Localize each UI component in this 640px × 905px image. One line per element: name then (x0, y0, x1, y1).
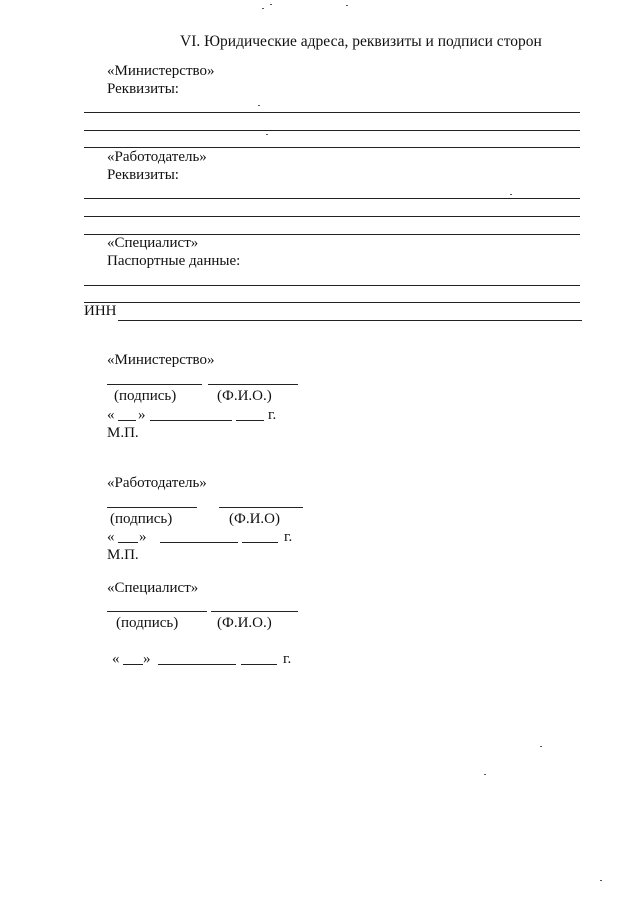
ministry-signature-party: «Министерство» (107, 352, 215, 368)
ministry-name-caption: (Ф.И.О.) (217, 388, 272, 404)
inn-line (118, 320, 582, 321)
ministry-party-label: «Министерство» (107, 63, 215, 79)
employer-name-line (219, 507, 303, 508)
employer-party-label: «Работодатель» (107, 149, 207, 165)
employer-requisites-line-2 (84, 216, 580, 217)
ministry-date-close: » (138, 407, 146, 423)
ministry-year-suffix: г. (268, 407, 277, 423)
specialist-signature-caption: (подпись) (116, 615, 179, 631)
employer-requisites-label: Реквизиты: (107, 167, 179, 183)
employer-date-month-line (160, 542, 238, 543)
employer-signature-line (107, 507, 197, 508)
ministry-signature-line (107, 384, 202, 385)
ministry-date-year-line (236, 420, 264, 421)
scan-speck (262, 8, 264, 9)
scan-speck (270, 4, 272, 5)
employer-date-open: « (107, 529, 115, 545)
scan-speck (540, 746, 542, 747)
specialist-passport-line-2 (84, 302, 580, 303)
employer-year-suffix: г. (284, 529, 293, 545)
scan-speck (258, 105, 260, 106)
specialist-name-line (211, 611, 298, 612)
scan-speck (510, 194, 512, 195)
employer-requisites-line-1 (84, 198, 580, 199)
employer-signature-party: «Работодатель» (107, 475, 207, 491)
employer-date-day-line (118, 542, 138, 543)
ministry-date-open: « (107, 407, 115, 423)
employer-date-close: » (139, 529, 147, 545)
scan-speck (484, 774, 486, 775)
specialist-date-open: « (112, 651, 120, 667)
inn-label: ИНН (84, 303, 117, 319)
specialist-date-day-line (123, 664, 143, 665)
ministry-name-line (208, 384, 298, 385)
employer-name-caption: (Ф.И.О) (229, 511, 281, 527)
scan-speck (266, 134, 268, 135)
specialist-passport-label: Паспортные данные: (107, 253, 241, 269)
specialist-name-caption: (Ф.И.О.) (217, 615, 272, 631)
ministry-requisites-line-1 (84, 112, 580, 113)
specialist-signature-party: «Специалист» (107, 580, 199, 596)
ministry-signature-caption: (подпись) (114, 388, 177, 404)
ministry-date-day-line (118, 420, 136, 421)
specialist-signature-line (107, 611, 207, 612)
ministry-date-month-line (150, 420, 232, 421)
ministry-stamp-label: М.П. (107, 425, 139, 441)
specialist-date-month-line (158, 664, 236, 665)
employer-stamp-label: М.П. (107, 547, 139, 563)
section-title: VI. Юридические адреса, реквизиты и подписи сторон (180, 33, 542, 50)
specialist-passport-line-1 (84, 285, 580, 286)
specialist-party-label: «Специалист» (107, 235, 199, 251)
specialist-year-suffix: г. (283, 651, 292, 667)
ministry-requisites-line-2 (84, 130, 580, 131)
scan-speck (346, 5, 348, 6)
ministry-requisites-label: Реквизиты: (107, 81, 179, 97)
employer-date-year-line (242, 542, 278, 543)
scan-speck (600, 880, 602, 881)
employer-signature-caption: (подпись) (110, 511, 173, 527)
specialist-date-close: » (143, 651, 151, 667)
specialist-date-year-line (241, 664, 277, 665)
